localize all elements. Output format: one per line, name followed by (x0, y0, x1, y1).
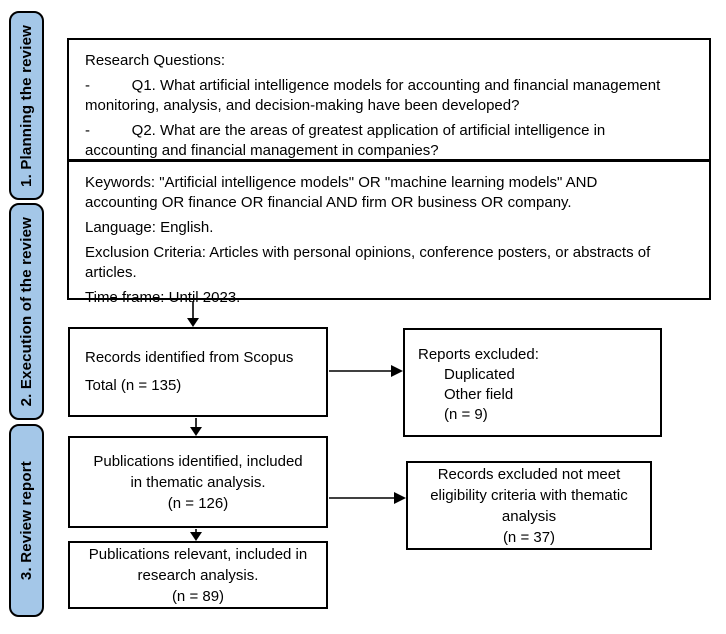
stage-planning-label: 1. Planning the review (18, 24, 35, 187)
publications-relevant-line: Publications relevant, included in (88, 545, 308, 563)
arrow-records-to-publications-identified (190, 418, 202, 436)
records-identified-box (68, 327, 328, 417)
research-questions-box (67, 38, 711, 161)
arrowhead-right-icon (391, 365, 403, 377)
publications-relevant-box (68, 541, 328, 609)
records-excluded-line: analysis (501, 507, 557, 525)
arrowhead-down-icon (190, 427, 202, 436)
sidebar-stage-execution (9, 203, 44, 420)
rq-line: Research Questions: (85, 52, 226, 69)
criteria-line: Exclusion Criteria: Articles with personal opinions, conference posters, or abstracts of (85, 244, 651, 261)
arrow-publications-identified-to-relevant (190, 529, 202, 541)
records-excluded-box (406, 461, 652, 550)
reports-excluded-box (403, 328, 662, 437)
publications-identified-line: Publications identified, included (93, 452, 303, 470)
arrowhead-right-icon (394, 492, 406, 504)
arrowhead-down-icon (190, 532, 202, 541)
reports-excluded-count: (n = 9) (444, 406, 488, 423)
criteria-box (67, 160, 711, 306)
criteria-line: accounting OR finance OR financial AND firm OR business OR company. (85, 194, 572, 211)
rq-line: - Q2. What are the areas of greatest application of artificial intelligence in (85, 122, 606, 139)
reports-excluded-item: Duplicated (444, 366, 515, 383)
publications-identified-box (68, 436, 328, 528)
publications-relevant-line: research analysis. (137, 566, 259, 584)
reports-excluded-title: Reports excluded: (418, 346, 539, 363)
criteria-line: Time frame: Until 2023. (85, 289, 241, 306)
arrow-records-to-reports-excluded (329, 365, 403, 377)
publications-identified-line: in thematic analysis. (130, 473, 266, 491)
publications-relevant-count: (n = 89) (171, 587, 225, 605)
criteria-line: Keywords: "Artificial intelligence models" OR "machine learning models" AND (85, 174, 598, 191)
criteria-line: articles. (85, 264, 137, 281)
stage-execution-label: 2. Execution of the review (18, 216, 35, 407)
sidebar-stage-review-report (9, 424, 44, 617)
reports-excluded-item: Other field (444, 386, 514, 403)
criteria-line: Language: English. (85, 219, 214, 236)
records-identified-count: Total (n = 135) (85, 377, 182, 394)
stage-review-report-label: 3. Review report (18, 460, 35, 581)
rq-line: accounting and financial management in companies? (85, 142, 439, 159)
arrow-publications-to-records-excluded (329, 492, 406, 504)
arrowhead-down-icon (187, 318, 199, 327)
rq-line: - Q1. What artificial intelligence models for accounting and financial management (85, 77, 661, 94)
records-excluded-line: eligibility criteria with thematic (430, 486, 628, 504)
sidebar-stage-planning (9, 11, 44, 200)
rq-line: monitoring, analysis, and decision-making have been developed? (85, 97, 520, 114)
records-excluded-line: Records excluded not meet (437, 465, 621, 483)
records-identified-line: Records identified from Scopus (85, 349, 294, 366)
publications-identified-count: (n = 126) (167, 494, 229, 512)
records-excluded-count: (n = 37) (502, 528, 556, 546)
